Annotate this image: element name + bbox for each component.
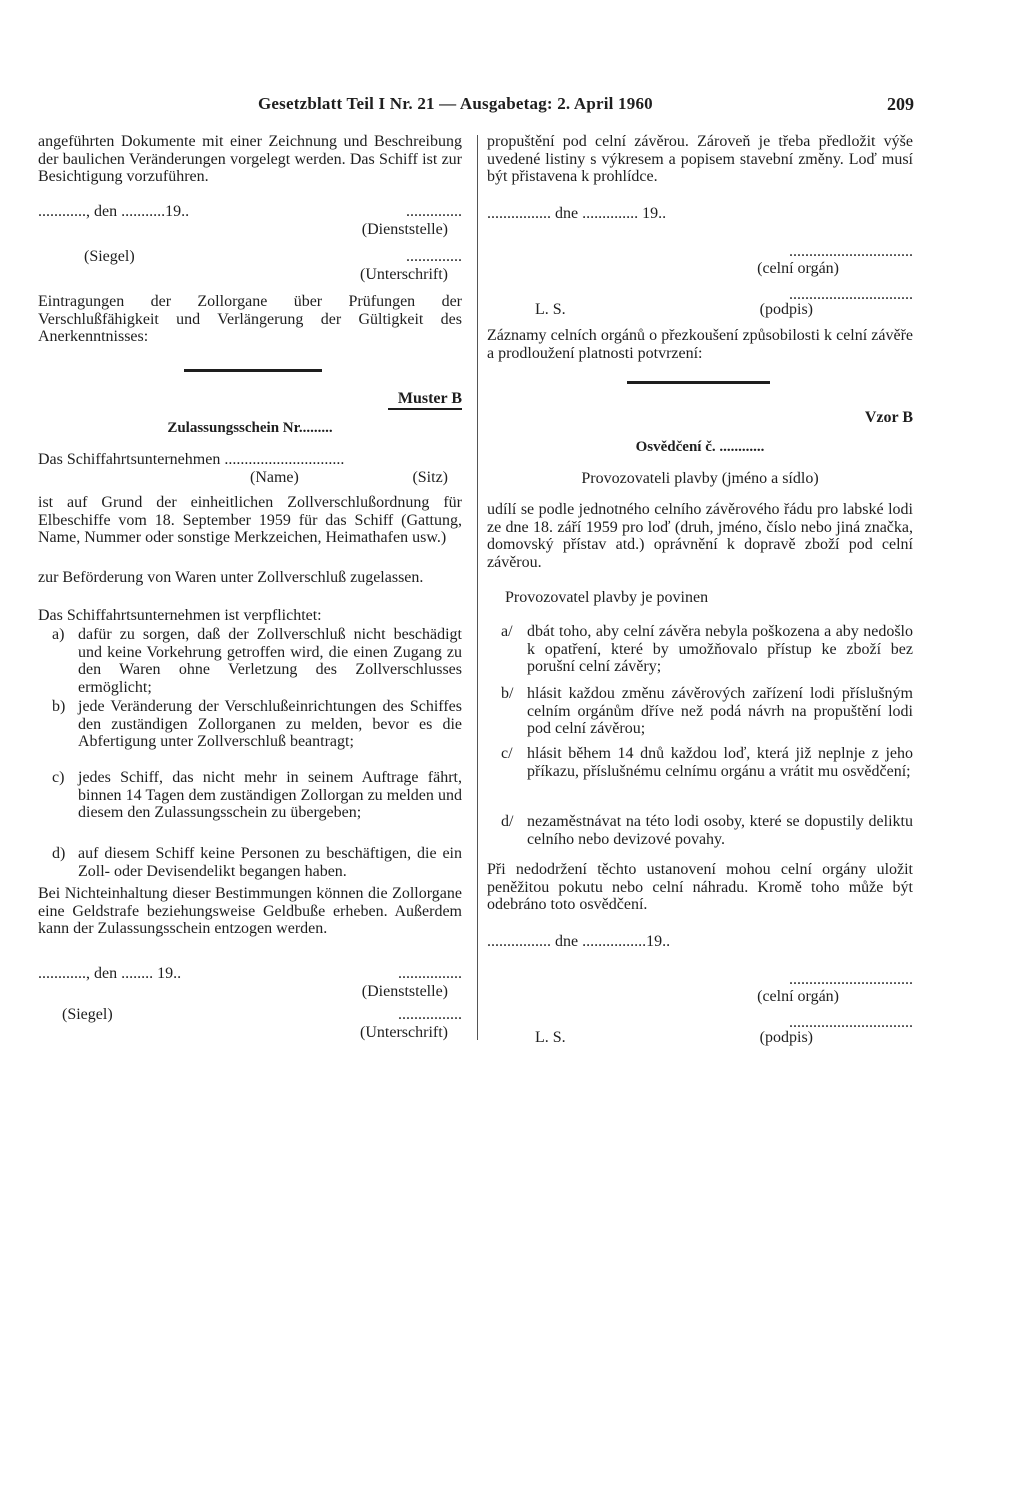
- ls-label: L. S.: [535, 301, 566, 319]
- german-verpflichtet: Das Schiffahrtsunternehmen ist verpflichtet:: [38, 607, 322, 624]
- german-signature-block-2: [38, 965, 462, 1041]
- czech-signature-block-1: [487, 205, 913, 321]
- dots-line: ..............: [406, 248, 462, 266]
- name-label: (Name): [250, 469, 299, 486]
- organ-label: (celní orgán): [757, 988, 839, 1006]
- czech-intro: propuštění pod celní závěrou. Zároveň je třeba předložit výše uvedené listiny s výkresem a popisem stavební změny. Loď musí být přistavena k prohlídce.: [487, 133, 913, 186]
- czech-povinen: Provozovatel plavby je povinen: [505, 589, 709, 606]
- date-line: ................ dne ................19..: [487, 933, 671, 950]
- dots-line: ................: [398, 1006, 462, 1024]
- siegel-label: (Siegel): [84, 248, 135, 266]
- czech-obligations-list: [487, 623, 913, 848]
- ls-label: L. S.: [535, 1029, 566, 1047]
- unterschrift-label: (Unterschrift): [360, 265, 448, 283]
- list-item: [38, 769, 462, 845]
- czech-body-1: udílí se podle jednotného celního závěrového řádu pro labské lodi ze dne 18. září 1959 pro loď (druh, jméno, číslo nebo jiná značka, domovský přístav atd.) oprávnění k dopravě zboží pod celní závěrou.: [487, 501, 913, 571]
- dienststelle-label: (Dienststelle): [361, 220, 448, 238]
- item-label: b/: [501, 685, 514, 702]
- date-line: ............, den ........ 19..: [38, 965, 182, 982]
- german-nichteinhaltung: Bei Nichteinhaltung dieser Bestimmungen können die Zollorgane eine Geldstrafe beziehungsweise Geldbuße erheben. Außerdem kann der Zulassungsschein entzogen werden.: [38, 885, 462, 938]
- item-label: b): [52, 698, 66, 715]
- item-label: a/: [501, 623, 513, 640]
- dots-line: ...............................: [789, 242, 913, 260]
- date-line: ............, den ...........19..: [38, 203, 190, 220]
- item-text: dafür zu sorgen, daß der Zollverschluß nicht beschädigt und keine Vorkehrung getroffen wird, die einen Zugang zu den Waren ohne Verletzung des Zollverschlusses ermöglicht;: [78, 626, 462, 696]
- podpis-label: (podpis): [759, 1029, 813, 1047]
- sitz-label: (Sitz): [412, 469, 448, 486]
- list-item: [487, 685, 913, 745]
- list-item: [487, 813, 913, 848]
- item-text: jede Veränderung der Verschlußeinrichtungen des Schiffes den zuständigen Zollorganen zu melden, bevor es die Abfertigung unter Zollverschluß beantragt;: [78, 698, 462, 751]
- list-item: [38, 626, 462, 698]
- item-label: a): [52, 626, 65, 643]
- item-label: c): [52, 769, 65, 786]
- page-number: 209: [887, 94, 914, 114]
- german-obligations-list: [38, 626, 462, 880]
- column-divider: [477, 135, 478, 1040]
- item-text: nezaměstnávat na této lodi osoby, které se dopustily deliktu celního nebo devizové povahy.: [527, 813, 913, 848]
- german-signature-block-1: [38, 203, 462, 283]
- dots-line: ...............................: [789, 970, 913, 988]
- list-item: [38, 845, 462, 880]
- item-label: d): [52, 845, 66, 862]
- osvedceni-title: Osvědčení č. ............: [635, 439, 765, 455]
- czech-nedodrzeni: Při nedodržení těchto ustanovení mohou celní orgány uložit peněžitou pokutu nebo celní náhradu. Kromě toho může být odebráno toto osvědčení.: [487, 861, 913, 914]
- list-item: [487, 623, 913, 685]
- item-text: hlásit během 14 dnů každou loď, která již neplnje z jeho příkazu, příslušnému celnímu orgánu a vrátit mu osvědčení;: [527, 745, 913, 780]
- section-rule: [184, 369, 322, 372]
- podpis-label: (podpis): [759, 301, 813, 319]
- dienststelle-label: (Dienststelle): [361, 982, 448, 1000]
- german-body-1: ist auf Grund der einheitlichen Zollverschlußordnung für Elbeschiffe vom 18. September 1959 für das Schiff (Gattung, Name, Nummer oder sonstige Merkzeichen, Heimathafen usw.): [38, 494, 462, 547]
- czech-signature-block-2: [487, 933, 913, 1049]
- header-title: Gesetzblatt Teil I Nr. 21 — Ausgabetag: 2. April 1960: [258, 94, 653, 113]
- muster-b-label: Muster B: [397, 390, 462, 407]
- vzor-b-label: Vzor B: [864, 409, 913, 426]
- item-label: d/: [501, 813, 514, 830]
- item-text: jedes Schiff, das nicht mehr in seinem Auftrage fährt, binnen 14 Tagen dem zuständigen Zollorgan zu melden und diesem den Zulassungsschein zu übergeben;: [78, 769, 462, 822]
- item-text: auf diesem Schiff keine Personen zu beschäftigen, die ein Zoll- oder Devisendelikt begangen haben.: [78, 845, 462, 880]
- provozovateli-line: Provozovateli plavby (jméno a sídlo): [581, 470, 819, 487]
- dots-line: ...............................: [789, 1013, 913, 1031]
- organ-label: (celní orgán): [757, 260, 839, 278]
- list-item: [38, 698, 462, 769]
- siegel-label: (Siegel): [62, 1006, 113, 1024]
- german-eintragungen: Eintragungen der Zollorgane über Prüfungen der Verschlußfähigkeit und Verlängerung der Gültigkeit des Anerkenntnisses:: [38, 293, 462, 346]
- czech-zaznamy: Záznamy celních orgánů o přezkoušení způsobilosti k celní závěře a prodloužení platnosti potvrzení:: [487, 327, 913, 362]
- unternehmen-line: Das Schiffahrtsunternehmen ..............................: [38, 451, 345, 468]
- dots-line: ................: [398, 965, 462, 982]
- date-line: ................ dne .............. 19..: [487, 205, 667, 222]
- unterschrift-label: (Unterschrift): [360, 1023, 448, 1041]
- section-rule: [627, 381, 770, 384]
- dots-line: ..............: [406, 203, 462, 220]
- item-text: hlásit každou změnu závěrových zařízení lodi příslušným celním orgánům dříve než podá návrh na propuštění lodi pod celní závěrou;: [527, 685, 913, 738]
- german-body-2: zur Beförderung von Waren unter Zollverschluß zugelassen.: [38, 569, 424, 586]
- item-label: c/: [501, 745, 513, 762]
- german-intro: angeführten Dokumente mit einer Zeichnung und Beschreibung der baulichen Veränderungen vorgelegt werden. Das Schiff ist zur Besichtigung vorzuführen.: [38, 133, 462, 186]
- dots-line: ...............................: [789, 285, 913, 303]
- item-text: dbát toho, aby celní závěra nebyla poškozena a aby nedošlo k opatření, které by umožňovalo přístup ke zboží bez porušní celní závěry;: [527, 623, 913, 676]
- muster-underline: [388, 408, 462, 410]
- list-item: [487, 745, 913, 813]
- zulassungsschein-title: Zulassungsschein Nr.........: [167, 420, 333, 436]
